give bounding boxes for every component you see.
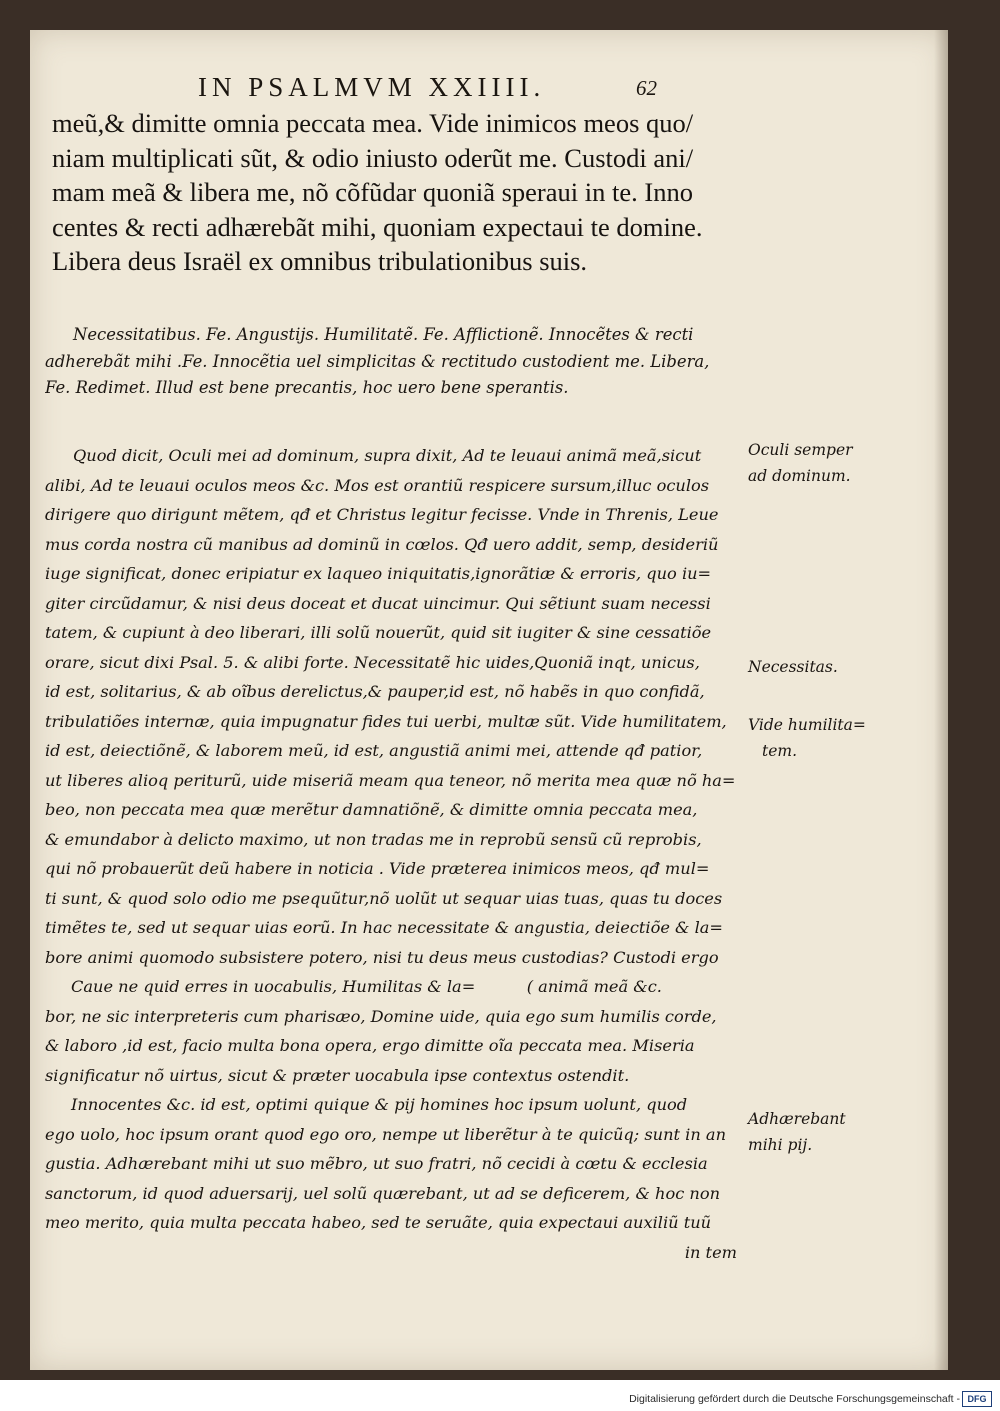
commentary-line: meo merito, quia multa peccata habeo, sed te seruãte, quia expectaui auxiliũ tuũ [45,1213,712,1232]
running-head: IN PSALMVM XXIIII. [198,72,546,102]
commentary-line: significatur nõ uirtus, sicut & præter uocabula ipse contextus ostendit. [45,1065,630,1085]
commentary-line: iuge significat, donec eripiatur ex laqueo iniquitatis,ignorãtiæ & erroris, quo iu= [45,564,712,583]
commentary-line: ut liberes alioq periturũ, uide miseriã meam qua teneor, nõ merita mea quæ nõ ha= [45,770,736,790]
margin-note-line: tem. [762,742,798,760]
catchword: in tem [684,1242,737,1262]
margin-note-adhaerebant [748,1106,846,1158]
commentary-line: timẽtes te, sed ut sequar uias eorũ. In hac necessitate & angustia, deiectiõe & la= [45,918,723,937]
commentary-line: id est, solitarius, & ab oĩbus derelictus,& pauper,id est, nõ habẽs in quo confidã, [45,682,705,701]
psalm-line: mam meã & libera me, nõ cõfũdar quoniã speraui in te. Inno [52,177,693,207]
margin-note-oculi [748,437,853,489]
dfg-logo: DFG [962,1391,992,1407]
gloss-line: Fe. Redimet. Illud est bene precantis, hoc uero bene sperantis. [45,378,569,398]
commentary-line: sanctorum, id quod aduersarij, uel solũ quærebant, ut ad se deficerem, & hoc non [45,1183,720,1203]
commentary-line: Caue ne quid erres in uocabulis, Humilitas & la= ( animã meã &c. [71,977,662,996]
commentary-line: tribulatiões internæ, quia impugnatur fides tui uerbi, multæ sũt. Vide humilitatem, [45,711,727,731]
commentary-line: & laboro ,id est, facio multa bona opera, ergo dimitte oĩa peccata mea. Miseria [45,1036,695,1055]
commentary-line: bor, ne sic interpreteris cum pharisæo, Domine uide, quia ego sum humilis corde, [45,1006,717,1026]
margin-note-line: ad dominum. [748,467,851,485]
margin-note-line: mihi pij. [748,1136,813,1154]
margin-note-humilitatem [748,712,866,764]
psalm-text-block [52,106,752,279]
commentary-line: mus corda nostra cũ manibus ad dominũ in cœlos. Qđ uero addit, semp, desideriũ [45,534,719,554]
margin-note-line: Necessitas. [748,658,838,676]
commentary-line: ti sunt, & quod solo odio me psequũtur,nõ uolũt ut sequar uias tuas, quas tu doces [45,888,723,908]
psalm-line: Libera deus Israël ex omnibus tribulationibus suis. [52,246,588,276]
commentary-line: tatem, & cupiunt à deo liberari, illi solũ nouerũt, quid sit iugiter & sine cessatiõe [45,623,712,642]
margin-note-line: Oculi semper [748,441,853,459]
commentary-line: ego uolo, hoc ipsum orant quod ego oro, nempe ut liberẽtur à te quicũq; sunt in an [45,1124,726,1144]
margin-note-necessitas [748,654,838,680]
gloss-line: adherebãt mihi .Fe. Innocẽtia uel simplicitas & rectitudo custodient me. Libera, [45,351,710,371]
commentary-block [45,441,745,1267]
commentary-line: Innocentes &c. id est, optimi quique & pij homines hoc ipsum uolunt, quod [71,1095,688,1114]
commentary-line: Quod dicit, Oculi mei ad dominum, supra dixit, Ad te leuaui animã meã,sicut [73,446,702,465]
gloss-block [45,322,745,402]
commentary-line: giter circũdamur, & nisi deus doceat et ducat uincimur. Qui sẽtiunt suam necessi [45,593,711,613]
commentary-line: alibi, Ad te leuaui oculos meos &c. Mos est orantiũ respicere sursum,illuc oculos [45,475,710,495]
page-number: 62 [636,76,657,100]
commentary-line: qui nõ probauerũt deũ habere in noticia . Vide præterea inimicos meos, qđ mul= [45,859,710,878]
commentary-line: & emundabor à delicto maximo, ut non tradas me in reprobũ sensũ cũ reprobis, [45,829,702,849]
psalm-line: niam multiplicati sũt, & odio iniusto oderũt me. Custodi ani/ [52,142,694,173]
commentary-line: id est, deiectiõnẽ, & laborem meũ, id est, angustiã animi mei, attende qđ patior, [45,741,703,760]
margin-note-line: Adhærebant [748,1110,846,1128]
psalm-line: meũ,& dimitte omnia peccata mea. Vide inimicos meos quo/ [52,108,694,138]
gloss-line: Necessitatibus. Fe. Angustijs. Humilitatẽ. Fe. Afflictionẽ. Innocẽtes & recti [73,325,694,344]
commentary-line: gustia. Adhærebant mihi ut suo mẽbro, ut suo fratri, nõ cecidi à cœtu & ecclesia [45,1154,708,1173]
footer-credit: Digitalisierung gefördert durch die Deutsche Forschungsgemeinschaft - [629,1393,960,1405]
commentary-line: bore animi quomodo subsistere potero, nisi tu deus meus custodias? Custodi ergo [45,947,719,967]
commentary-line: dirigere quo dirigunt mẽtem, qđ et Christus legitur fecisse. Vnde in Threnis, Leue [45,505,719,524]
commentary-line: beo, non peccata mea quæ merẽtur damnatiõnẽ, & dimitte omnia peccata mea, [45,800,698,819]
psalm-line: centes & recti adhærebãt mihi, quoniam expectaui te domine. [52,211,703,242]
page-edge-shadow [934,30,948,1370]
commentary-line: orare, sicut dixi Psal. 5. & alibi forte. Necessitatẽ hic uides,Quoniã inqt, unicus, [45,652,700,672]
margin-note-line: Vide humilita= [748,716,866,734]
